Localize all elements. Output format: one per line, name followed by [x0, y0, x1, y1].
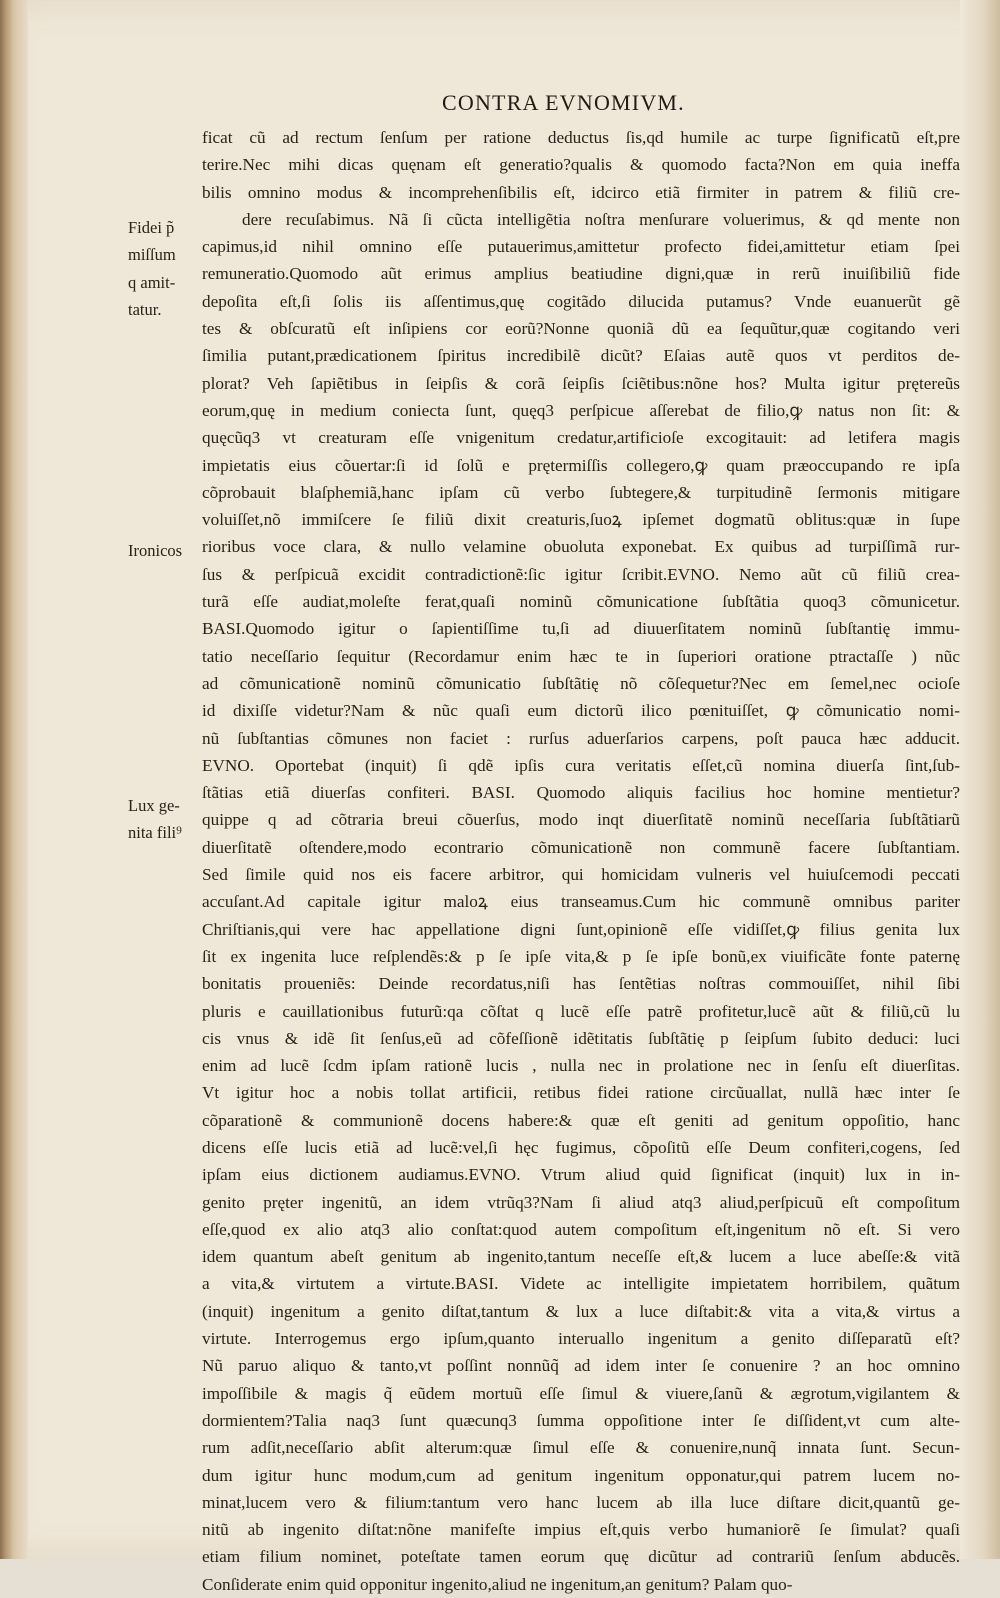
text-line: rioribus voce clara, & nullo velamine obuoluta exponebat. Ex quibus ad turpiſſimã rur- [202, 537, 960, 557]
text-line: plorat? Veh ſapiẽtibus in ſeipſis & corã ſeipſis ſciẽtibus:nõne hos? Multa igitur prętereũs [202, 373, 960, 393]
margin-note-line: Ironicos [128, 541, 183, 560]
text-line: minat,lucem vero & filium:tantum vero hanc lucem ab illa luce diſtare dicit,quantũ ge- [202, 1492, 960, 1512]
text-line: ſimilia putant,prædicationem ſpiritus incredibilẽ dicũt? Eſaias autẽ quos vt perditos de- [202, 346, 960, 366]
text-line: nitũ ab ingenito diſtat:nõne manifeſte impius eſt,quis verbo humaniorẽ ſe ſimulat? quaſi [202, 1520, 960, 1540]
text-line: idem quantum abeſt genitum ab ingenito,tantum neceſſe eſt,& lucem a luce abeſſe:& vitã [202, 1247, 960, 1267]
text-line: EVNO. Oportebat (inquit) ſi qdẽ ipſis cura veritatis eſſet,cũ nomina diuerſa ſint,ſub- [202, 755, 960, 775]
margin-note-line: miſſum [128, 245, 176, 265]
text-line: capimus,id nihil omnino eſſe putauerimus,amittetur profecto fidei,amittetur etiam ſpei [202, 237, 960, 257]
text-line: BASI.Quomodo igitur o ſapientiſſime tu,ſi ad diuuerſitatem nominũ ſubſtantię immu- [202, 619, 960, 639]
text-line: ficat cũ ad rectum ſenſum per ratione deductus ſis,qd humile ac turpe ſignificatũ eſt,pre [202, 128, 960, 147]
binding-gutter [0, 0, 28, 1559]
text-line: turã eſſe audiat,moleſte ferat,quaſi nominũ cõmunicatione ſubſtãtia quoq3 cõmunicetur. [202, 592, 960, 612]
text-line: (inquit) ingenitum a genito diſtat,tantum & lux a luce diſtabit:& vita a vita,& virtus a [202, 1301, 960, 1321]
text-line: dicens eſſe lucis etiã ad lucẽ:vel,ſi hęc fugimus, cõpoſitũ eſſe Deum confiteri,cogens, ſed [202, 1137, 960, 1157]
text-line: eſſe,quod ex alio atq3 alio conſtat:quod autem compoſitum eſt,ingenitum nõ eſt. Si vero [202, 1219, 960, 1239]
page-edge [960, 0, 1000, 1559]
text-line: tes & obſcuratũ eſt inſipiens cor eorũ?Nonne quoniã dũ ea ſequũtur,quæ cogitando veri [202, 319, 960, 339]
text-line: cõprobauit blaſphemiã,hanc ipſam cũ verbo ſubtegere,& turpitudinẽ ſermonis mitigare [202, 482, 960, 502]
text-line: Vt igitur hoc a nobis tollat artificii, retibus fidei ratione circũuallat, nullã hæc inter ſe [202, 1083, 960, 1103]
text-line: tatio neceſſario ſequitur (Recordamur enim hæc te in ſuperiori oratione ptractaſſe ) nũc [202, 646, 960, 666]
text-line: Nũ paruo aliquo & tanto,vt poſſint nonnũq̃ ad idem inter ſe conuenire ? an hoc omnino [202, 1356, 960, 1376]
text-line: ipſam eius dictionem audiamus.EVNO. Vtrum aliud quid ſignificat (inquit) lux in in- [202, 1165, 960, 1185]
text-line: cõparationẽ & communionẽ docens habere:& quæ eſt geniti ad genitum oppoſitio, hanc [202, 1110, 960, 1130]
text-line: voluiſſet,nõ immiſcere ſe filiũ dixit creaturis,ſuoꝝ ipſemet dogmatũ oblitus:quæ in ſupe [202, 510, 960, 530]
text-line: diuerſitatẽ oſtendere,modo econtrario cõmunicationẽ non communẽ facere ſubſtantiam. [202, 837, 960, 857]
text-line: accuſant.Ad capitale igitur maloꝝ eius transeamus.Cum hic communẽ omnibus pariter [202, 892, 960, 912]
text-line: bilis omnino modus & incomprehenſibilis eſt, idcirco etiã firmiter in patrem & filiũ cre- [202, 182, 960, 202]
margin-note-line: Lux ge- [128, 796, 180, 815]
text-line: a vita,& virtutem a virtute.BASI. Videte ac intelligite impietatem horribilem, quãtum [202, 1274, 960, 1294]
text-line: impoſſibile & magis q̃ eũdem mortuũ eſſe ſimul & viuere,ſanũ & ægrotum,vigilantem & [202, 1383, 960, 1403]
text-line: cis vnus & idẽ ſit ſenſus,eũ ad cõfeſſionẽ idẽtitatis ſubſtãtię p ſeipſum ſubito deduci: luci [202, 1028, 960, 1048]
margin-note-line: nita fili⁹ [128, 823, 182, 843]
margin-note-line: q amit- [128, 272, 176, 292]
text-line: terire.Nec mihi dicas quęnam eſt generatio?qualis & quomodo facta?Non em quia ineffa [202, 155, 960, 175]
text-line: nũ ſubſtantias cõmunes non faciet : rurſus aduerſarios carpens, poſt pauca hæc adducit. [202, 728, 960, 748]
margin-note-lux [128, 792, 210, 847]
text-line: dum igitur hunc modum,cum ad genitum ingenitum opponatur,qui patrem lucem no- [202, 1465, 960, 1485]
text-line: virtute. Interrogemus ergo ipſum,quanto interuallo ingenitum a genito diſſeparatũ eſt? [202, 1329, 960, 1349]
text-line: quęcũq3 vt creaturam eſſe vnigenitum credatur,artificioſe excogitauit: ad letifera magis [202, 428, 960, 448]
text-line: etiam filium nominet, poteſtate tamen eorum quę dicũtur ad contrariũ ſenſum abducẽs. [202, 1547, 960, 1567]
running-head: CONTRA EVNOMIVM. [442, 90, 685, 115]
margin-note-line: tatur. [128, 299, 162, 319]
text-line: Sed ſimile quid nos eis facere arbitror, qui homicidam vulneris vel huiuſcemodi peccati [202, 865, 960, 885]
text-line: impietatis eius cõuertar:ſi id ſolũ e prętermiſſis collegero,ꝙ quam præoccupando re ipſa [202, 455, 960, 475]
text-line: bonitatis proueniẽs: Deinde recordatus,niſi has ſentẽtias noſtras commouiſſet, nihil ſibi [202, 974, 960, 994]
margin-note-line: Fidei p̃ [128, 218, 175, 237]
text-line: remuneratio.Quomodo aũt erimus amplius beatiudine digni,quæ in rerũ inuiſibiliũ fide [202, 264, 960, 284]
text-line: dormientem?Talia naq3 ſunt quæcunq3 ſumma oppoſitione inter ſe diſſident,vt cum alte- [202, 1410, 960, 1430]
text-line: quippe q ad cõtraria breui cõuerſus, modo inqt diuerſitatẽ nominũ neceſſaria ſubſtãtiarũ [202, 810, 960, 830]
text-line: depoſita eſt,ſi ſolis iis aſſentimus,quę cogitãdo dilucida putamus? Vnde euanuerũt gẽ [202, 291, 960, 311]
text-line: ad cõmunicationẽ nominũ cõmunicatio ſubſtãtię nõ cõſequetur?Nec em ſemel,nec ocioſe [202, 673, 960, 693]
text-line: Chriſtianis,qui vere hac appellatione digni ſunt,opinionẽ eſſe vidiſſet,ꝙ filius genita lux [202, 919, 960, 939]
text-line: ſus & perſpicuã excidit contradictionẽ:ſic igitur ſcribit.EVNO. Nemo aũt cũ filiũ crea- [202, 564, 960, 584]
text-line: ſit ex ingenita luce reſplendẽs:& p ſe ipſe vita,& p ſe ipſe bonũ,ex viuificãte fonte paternę [202, 946, 960, 966]
text-line: rum adſit,neceſſario abſit alterum:quæ ſimul eſſe & conuenire,nunq̃ innata ſunt. Secun- [202, 1438, 960, 1458]
text-line: dere recuſabimus. Nã ſi cũcta intelligẽtia noſtra menſurare voluerimus, & qd mente non [242, 209, 960, 229]
text-line: eorum,quę in medium coniecta ſunt, quęq3 perſpicue aſſerebat de filio,ꝙ natus non ſit: & [202, 400, 960, 420]
text-line: Conſiderate enim quid opponitur ingenito,aliud ne ingenitum,an genitum? Palam quo- [202, 1574, 793, 1594]
text-line: ſtãtias etiã diuerſas confiteri. BASI. Quomodo aliquis facilius hoc homine mentietur? [202, 783, 960, 803]
text-line: id dixiſſe videtur?Nam & nũc quaſi eum dictorũ ilico pœnituiſſet, ꝙ cõmunicatio nomi- [202, 701, 960, 721]
text-line: enim ad lucẽ ſcdm ipſam rationẽ lucis , nulla nec in prolatione nec in ſenſu eſt diuerſitas. [202, 1056, 960, 1076]
margin-note-fidei [128, 214, 210, 323]
main-text-block [202, 124, 960, 1598]
text-line: genito pręter ingenitũ, an idem vtrũq3?Nam ſi aliud atq3 aliud,perſpicuũ eſt compoſitum [202, 1192, 960, 1212]
margin-note-ironicos [128, 537, 210, 564]
text-line: pluris e cauillationibus futurũ:qa cõſtat q lucẽ eſſe patrẽ profitetur,lucẽ aũt & filiũ,cũ lu [202, 1001, 960, 1021]
